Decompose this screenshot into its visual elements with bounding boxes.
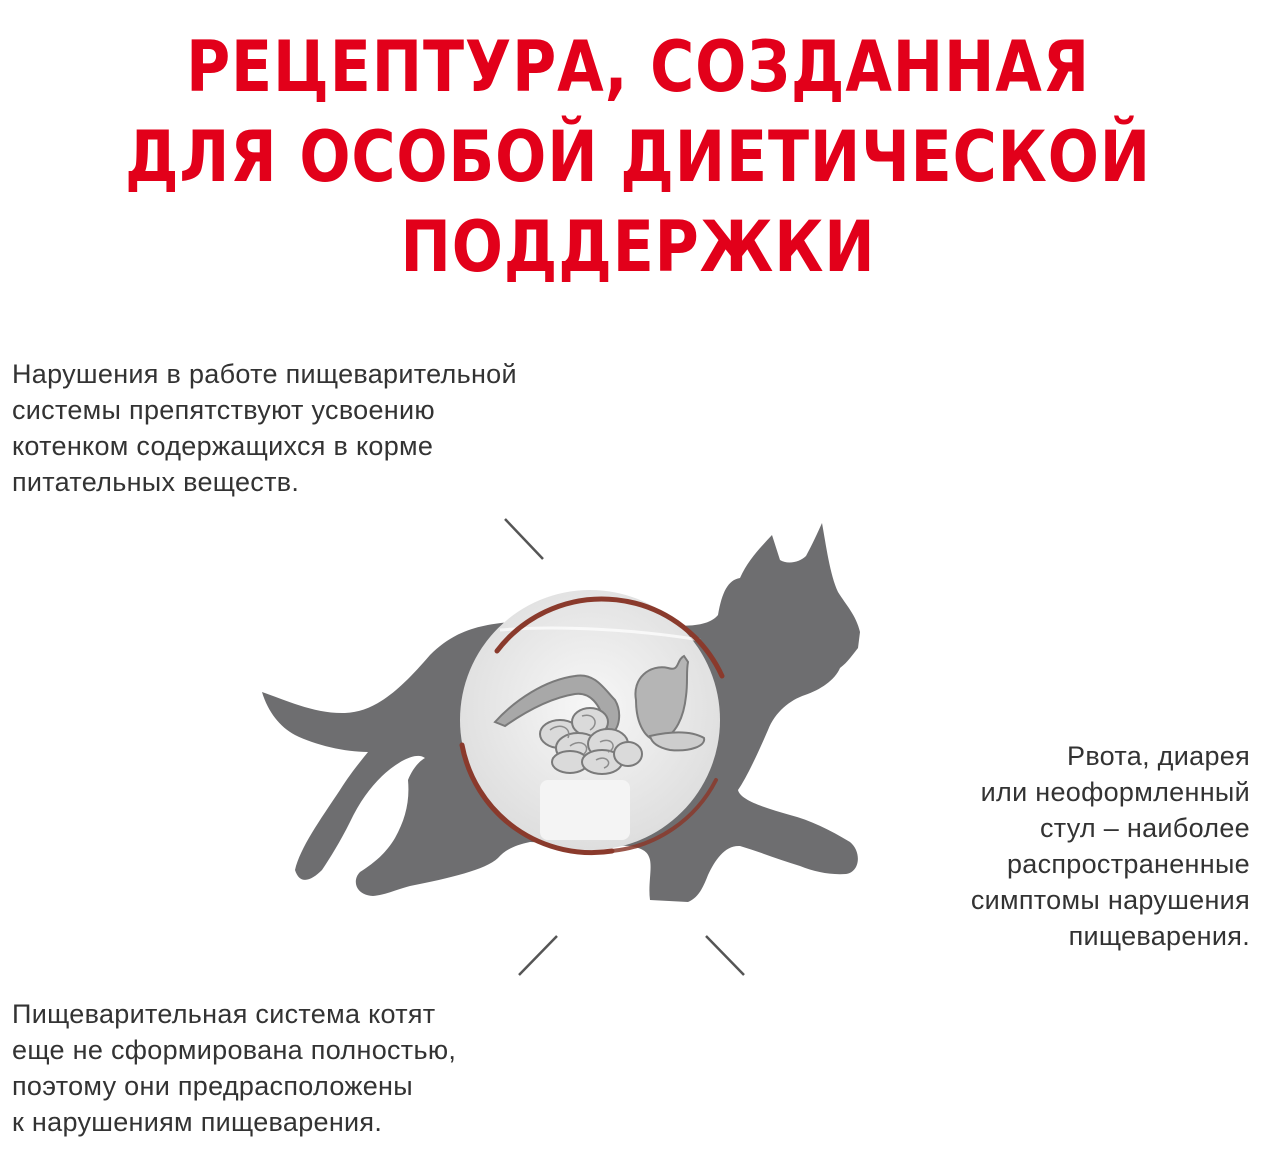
note-line: или неоформленный bbox=[980, 777, 1250, 807]
callout-line-bottom-left bbox=[12, 936, 557, 975]
note-line: симптомы нарушения bbox=[970, 885, 1250, 915]
callout-line-top bbox=[12, 519, 543, 559]
note-line: системы препятствуют усвоению bbox=[12, 395, 435, 425]
note-line: котенком содержащихся в корме bbox=[12, 431, 434, 461]
note-line: Рвота, диарея bbox=[1067, 741, 1250, 771]
note-line: Нарушения в работе пищеварительной bbox=[12, 359, 517, 389]
note-line: Пищеварительная система котят bbox=[12, 999, 436, 1029]
note-line: еще не сформирована полностью, bbox=[12, 1035, 457, 1065]
note-line: питательных веществ. bbox=[12, 467, 300, 497]
note-line: поэтому они предрасположены bbox=[12, 1071, 413, 1101]
note-line: к нарушениям пищеварения. bbox=[12, 1107, 383, 1137]
headline-line-3: ПОДДЕРЖКИ bbox=[400, 206, 876, 288]
headline-line-2: ДЛЯ ОСОБОЙ ДИЕТИЧЕСКОЙ bbox=[124, 116, 1152, 198]
note-line: пищеварения. bbox=[1068, 921, 1250, 951]
callout-line-bottom-right bbox=[706, 936, 1252, 975]
headline-line-1: РЕЦЕПТУРА, СОЗДАННАЯ bbox=[186, 26, 1090, 108]
note-line: распространенные bbox=[1006, 849, 1250, 879]
note-line: стул – наиболее bbox=[1039, 813, 1250, 843]
